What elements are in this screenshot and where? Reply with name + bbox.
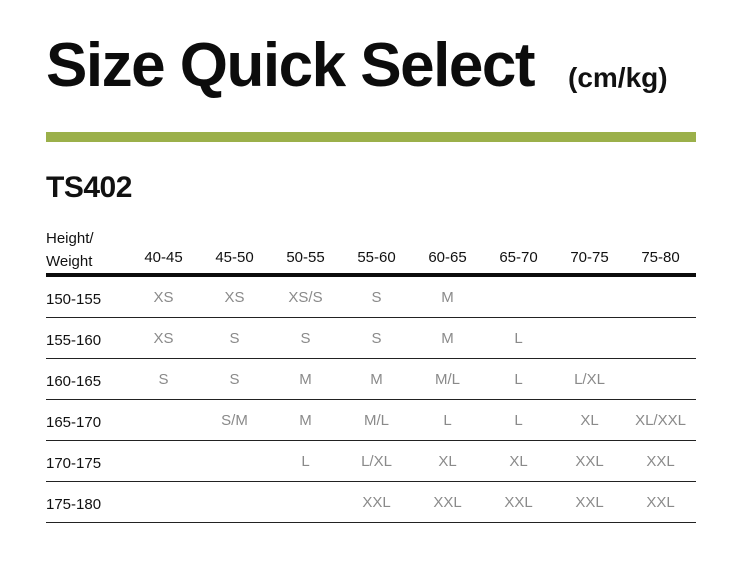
- table-row: [46, 441, 696, 482]
- size-cell: XXL: [412, 482, 483, 523]
- size-cell: XS: [128, 275, 199, 318]
- size-cell: XL: [483, 441, 554, 482]
- size-cell: [554, 318, 625, 359]
- weight-header: 70-75: [554, 218, 625, 275]
- size-cell: S: [270, 318, 341, 359]
- size-cell: [625, 359, 696, 400]
- size-cell: L: [483, 400, 554, 441]
- weight-header: 65-70: [483, 218, 554, 275]
- size-cell: M: [412, 275, 483, 318]
- size-cell: [625, 275, 696, 318]
- size-cell: M: [270, 359, 341, 400]
- header-row: [46, 218, 696, 275]
- height-label: 160-165: [46, 359, 128, 400]
- size-cell: L: [270, 441, 341, 482]
- size-cell: S: [341, 275, 412, 318]
- title-row: [46, 26, 696, 106]
- size-cell: M/L: [341, 400, 412, 441]
- height-label: 165-170: [46, 400, 128, 441]
- size-cell: [270, 482, 341, 523]
- size-cell: L: [483, 318, 554, 359]
- size-cell: S: [199, 318, 270, 359]
- size-cell: L: [483, 359, 554, 400]
- size-cell: M: [270, 400, 341, 441]
- weight-header: 60-65: [412, 218, 483, 275]
- size-cell: XXL: [625, 482, 696, 523]
- accent-divider: [46, 132, 696, 142]
- size-cell: L: [412, 400, 483, 441]
- size-cell: XXL: [341, 482, 412, 523]
- weight-header: 55-60: [341, 218, 412, 275]
- size-cell: XL: [554, 400, 625, 441]
- weight-header: 50-55: [270, 218, 341, 275]
- model-code: TS402: [46, 171, 132, 204]
- page-title: Size Quick Select: [46, 31, 534, 100]
- weight-header: 75-80: [625, 218, 696, 275]
- size-cell: [128, 441, 199, 482]
- size-cell: S: [341, 318, 412, 359]
- size-cell: XL: [412, 441, 483, 482]
- size-chart-table: [46, 218, 696, 523]
- size-cell: L/XL: [554, 359, 625, 400]
- table-header: [46, 218, 696, 275]
- size-cell: XXL: [554, 441, 625, 482]
- corner-label-weight: Weight: [46, 253, 93, 270]
- size-cell: XS: [199, 275, 270, 318]
- height-label: 170-175: [46, 441, 128, 482]
- size-cell: L/XL: [341, 441, 412, 482]
- height-label: 150-155: [46, 275, 128, 318]
- size-cell: S: [128, 359, 199, 400]
- size-cell: S/M: [199, 400, 270, 441]
- height-weight-corner-label: [46, 218, 128, 275]
- size-cell: [483, 275, 554, 318]
- weight-header: 40-45: [128, 218, 199, 275]
- size-cell: XXL: [625, 441, 696, 482]
- size-cell: XL/XXL: [625, 400, 696, 441]
- size-cell: [199, 441, 270, 482]
- size-cell: [128, 482, 199, 523]
- size-cell: [625, 318, 696, 359]
- corner-label-height: Height/: [46, 230, 94, 247]
- size-cell: [199, 482, 270, 523]
- table-row: [46, 400, 696, 441]
- weight-header: 45-50: [199, 218, 270, 275]
- size-cell: XS/S: [270, 275, 341, 318]
- size-cell: [128, 400, 199, 441]
- table-body: [46, 275, 696, 523]
- size-cell: XS: [128, 318, 199, 359]
- height-label: 155-160: [46, 318, 128, 359]
- size-cell: XXL: [483, 482, 554, 523]
- table-row: [46, 318, 696, 359]
- size-cell: M/L: [412, 359, 483, 400]
- size-cell: M: [412, 318, 483, 359]
- table-row: [46, 275, 696, 318]
- size-cell: [554, 275, 625, 318]
- height-label: 175-180: [46, 482, 128, 523]
- size-cell: XXL: [554, 482, 625, 523]
- size-cell: S: [199, 359, 270, 400]
- size-cell: M: [341, 359, 412, 400]
- unit-label: (cm/kg): [568, 62, 668, 93]
- table-row: [46, 482, 696, 523]
- table-row: [46, 359, 696, 400]
